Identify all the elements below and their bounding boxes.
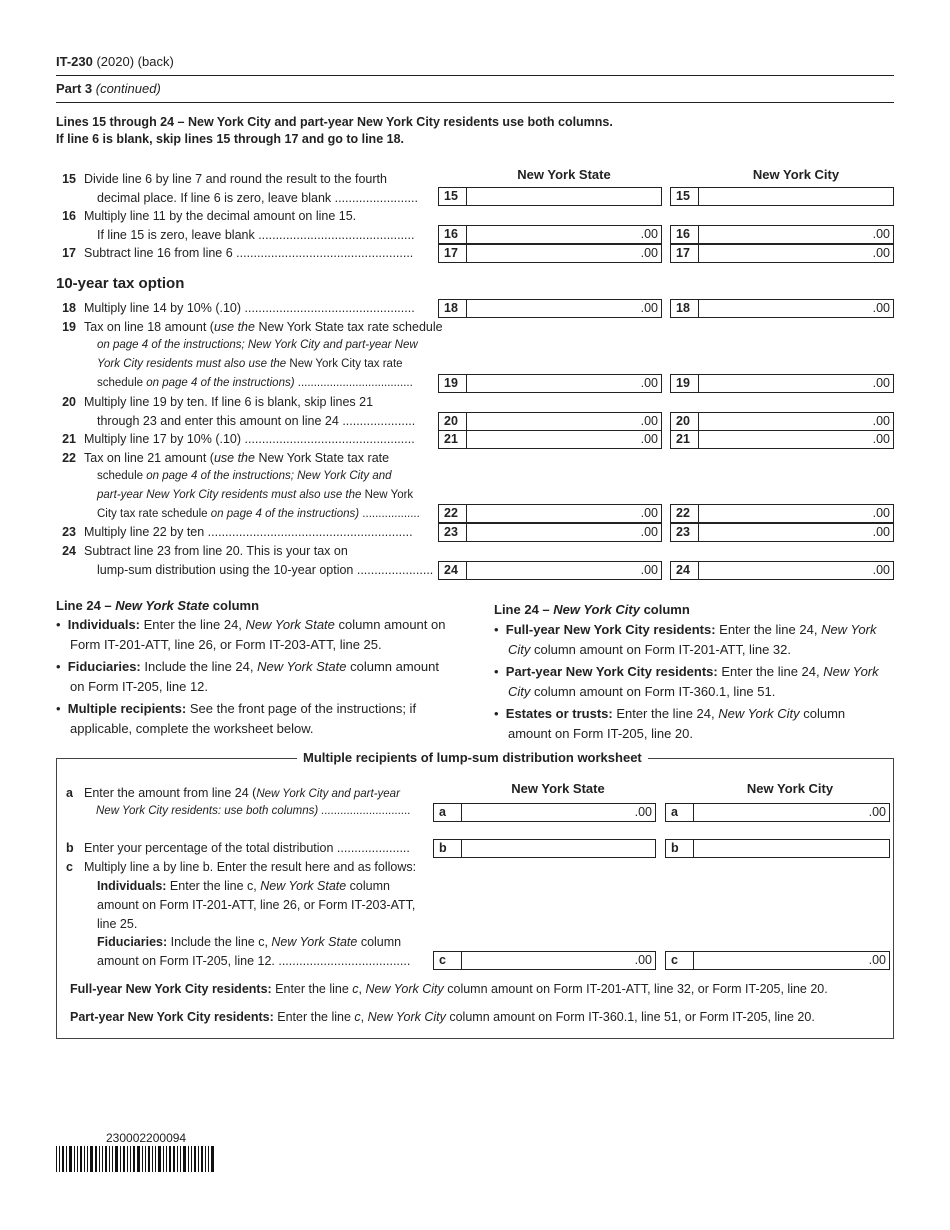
line-15-text-a: Divide line 6 by line 7 and round the result to the fourth [84,172,387,186]
part-rule [56,102,894,103]
line-15-nys-field[interactable] [438,187,662,206]
line-23-nys-label: 23 [439,524,467,541]
barcode-bar [80,1146,82,1172]
barcode-bar [74,1146,75,1172]
nys-notes-title: Line 24 – New York State column [56,598,260,613]
line-22-nyc-cents: .00 [872,506,890,520]
line-num-18: 18 [62,301,76,315]
line-16-nys-cents: .00 [640,227,658,241]
line-15-text-b: decimal place. If line 6 is zero, leave blank ........................ [97,191,418,205]
line-16-text-a: Multiply line 11 by the decimal amount on line 15. [84,209,357,223]
barcode-bar [59,1146,60,1172]
line-num-15: 15 [62,172,76,186]
line-16-nyc-field[interactable] [670,225,894,244]
line-19-nys-label: 19 [439,375,467,392]
line-19-text-a: Tax on line 18 amount (use the New York State tax rate schedule [84,320,443,334]
wk-a-nyc-label: a [666,804,694,821]
wk-line-c-text-3: amount on Form IT-201-ATT, line 26, or Form IT-203-ATT, [97,898,416,912]
nys-note-fiduciaries: • Fiduciaries: Include the line 24, New York State column amount on Form IT-205, line 12. [56,659,439,694]
barcode-bar [191,1146,192,1172]
barcode-bar [188,1146,189,1172]
barcode-bar [123,1146,125,1172]
line-21-nys-label: 21 [439,431,467,448]
intro-line-1: Lines 15 through 24 – New York City and part-year New York City residents use both columns. [56,115,613,129]
barcode-bar [152,1146,153,1172]
wk-line-c-text-2: Individuals: Enter the line c, New York State column [97,879,390,893]
line-17-nyc-cents: .00 [872,246,890,260]
wk-line-b-text: Enter your percentage of the total distribution ..................... [84,841,410,855]
line-16-nyc-cents: .00 [872,227,890,241]
barcode-bar [205,1146,206,1172]
line-24-text-a: Subtract line 23 from line 20. This is your tax on [84,544,348,558]
line-15-nys-label: 15 [439,188,467,205]
nys-note-individuals: • Individuals: Enter the line 24, New York State column amount on Form IT-201-ATT, line 26, or Form IT-203-ATT, line 25. [56,617,446,652]
wk-c-nyc-label: c [666,952,694,969]
line-24-nyc-cents: .00 [872,563,890,577]
barcode-bar [84,1146,85,1172]
wk-line-a-text-1: Enter the amount from line 24 (New York City and part-year [84,786,400,800]
line-22-text-a: Tax on line 21 amount (use the New York State tax rate [84,451,390,465]
line-num-19: 19 [62,320,76,334]
wk-line-c-text-5: Fiduciaries: Include the line c, New York State column [97,935,402,949]
line-16-nys-field[interactable] [438,225,662,244]
barcode-bar [183,1146,186,1172]
line-19-nyc-cents: .00 [872,376,890,390]
line-20-nyc-label: 20 [671,413,699,430]
barcode-bar [201,1146,203,1172]
section-title-10-year: 10-year tax option [56,275,185,292]
line-17-nyc-label: 17 [671,245,699,262]
barcode-bar [130,1146,131,1172]
line-20-text-a: Multiply line 19 by ten. If line 6 is blank, skip lines 21 [84,395,374,409]
barcode-bar [66,1146,67,1172]
line-19-nyc-field[interactable] [670,374,894,393]
barcode-bar [112,1146,113,1172]
part-heading [56,81,161,96]
line-20-nys-field[interactable] [438,412,662,431]
wk-c-nyc-field[interactable] [665,951,890,970]
line-19-text-c: York City residents must also use the New York City tax rate [97,358,403,370]
wk-col-head-nyc: New York City [746,781,834,796]
line-num-22: 22 [62,451,76,465]
part-sub: (continued) [92,81,161,96]
line-23-text: Multiply line 22 by ten ........................................................... [84,525,413,539]
wk-a-nys-cents: .00 [634,805,652,819]
line-17-nyc-field[interactable] [670,244,894,263]
line-19-nys-field[interactable] [438,374,662,393]
wk-line-c-text-6: amount on Form IT-205, line 12. ...................................... [97,954,411,968]
line-24-nyc-field[interactable] [670,561,894,580]
line-18-nyc-label: 18 [671,300,699,317]
line-20-nys-cents: .00 [640,414,658,428]
barcode-bar [69,1146,72,1172]
line-21-nys-field[interactable] [438,430,662,449]
line-18-nys-field[interactable] [438,299,662,318]
line-21-nyc-cents: .00 [872,432,890,446]
line-21-nyc-field[interactable] [670,430,894,449]
barcode-bar [127,1146,128,1172]
line-24-nys-cents: .00 [640,563,658,577]
line-17-nys-label: 17 [439,245,467,262]
line-17-nys-cents: .00 [640,246,658,260]
barcode-bar [211,1146,214,1172]
barcode-bar [87,1146,88,1172]
barcode-bar [99,1146,100,1172]
wk-a-nys-label: a [434,804,462,821]
line-num-16: 16 [62,209,76,223]
barcode-bar [62,1146,64,1172]
line-24-nys-field[interactable] [438,561,662,580]
line-15-nyc-field[interactable] [670,187,894,206]
line-16-nyc-label: 16 [671,226,699,243]
intro-line-2: If line 6 is blank, skip lines 15 through 17 and go to line 18. [56,132,404,146]
line-22-text-b: schedule on page 4 of the instructions; New York City and [97,470,392,482]
nyc-notes-title: Line 24 – New York City column [494,602,690,617]
wk-c-nys-field[interactable] [433,951,656,970]
barcode-bar [194,1146,196,1172]
line-20-nyc-cents: .00 [872,414,890,428]
line-23-nys-field[interactable] [438,523,662,542]
line-22-text-d: City tax rate schedule on page 4 of the instructions) .................. [97,508,420,520]
wk-c-nyc-cents: .00 [868,953,886,967]
line-21-nys-cents: .00 [640,432,658,446]
col-head-nys: New York State [517,167,611,182]
line-22-nyc-label: 22 [671,505,699,522]
line-18-nyc-field[interactable] [670,299,894,318]
line-19-nys-cents: .00 [640,376,658,390]
wk-line-c-letter: c [66,860,73,874]
barcode-bar [208,1146,209,1172]
line-22-text-c: part-year New York City residents must also use the New York [97,489,414,501]
line-16-text-b: If line 15 is zero, leave blank ............................................. [97,228,415,242]
wk-c-nys-label: c [434,952,462,969]
line-17-nys-field[interactable] [438,244,662,263]
line-24-text-b: lump-sum distribution using the 10-year option ...................... [97,563,434,577]
wk-full-year-note: Full-year New York City residents: Enter the line c, New York City column amount on Form IT-201-ATT, line 32, or Form IT-205, line 20. [70,982,828,996]
wk-b-nyc-label: b [666,840,694,857]
wk-a-nyc-cents: .00 [868,805,886,819]
wk-line-a-letter: a [66,786,73,800]
form-id: IT-230 [56,54,93,69]
wk-line-c-text-4: line 25. [97,917,138,931]
line-num-21: 21 [62,432,76,446]
line-18-nyc-cents: .00 [872,301,890,315]
wk-c-nys-cents: .00 [634,953,652,967]
nys-note-multiple-recipients: • Multiple recipients: See the front page of the instructions; if applicable, complete the worksheet below. [56,701,417,736]
barcode-bar [109,1146,110,1172]
form-year: (2020) (back) [92,54,174,69]
line-22-nys-cents: .00 [640,506,658,520]
line-22-nys-field[interactable] [438,504,662,523]
barcode-bar [95,1146,97,1172]
barcode-bar [102,1146,103,1172]
barcode-bar [158,1146,161,1172]
barcode-bar [142,1146,143,1172]
line-num-24: 24 [62,544,76,558]
line-15-nyc-label: 15 [671,188,699,205]
wk-col-head-nys: New York State [511,781,605,796]
barcode-bar [90,1146,93,1172]
barcode-bar [148,1146,150,1172]
header-rule [56,75,894,76]
wk-line-c-text-1: Multiply line a by line b. Enter the result here and as follows: [84,860,417,874]
line-22-nyc-field[interactable] [670,504,894,523]
barcode-bar [169,1146,171,1172]
wk-line-b-letter: b [66,841,74,855]
barcode-bar [155,1146,156,1172]
barcode-number: 230002200094 [106,1131,187,1145]
wk-b-nys-label: b [434,840,462,857]
barcode-bar [163,1146,164,1172]
line-18-text: Multiply line 14 by 10% (.10) ................................................. [84,301,415,315]
line-20-text-b: through 23 and enter this amount on line 24 ..................... [97,414,416,428]
barcode-bar [56,1146,57,1172]
line-23-nyc-label: 23 [671,524,699,541]
line-23-nyc-cents: .00 [872,525,890,539]
wk-b-nyc-field[interactable] [665,839,890,858]
line-num-20: 20 [62,395,76,409]
line-num-17: 17 [62,246,76,260]
line-19-nyc-label: 19 [671,375,699,392]
barcode-bar [145,1146,146,1172]
line-21-nyc-label: 21 [671,431,699,448]
line-18-nys-cents: .00 [640,301,658,315]
wk-part-year-note: Part-year New York City residents: Enter the line c, New York City column amount on Form IT-360.1, line 51, or Form IT-205, line 20. [70,1010,815,1024]
barcode-bar [115,1146,118,1172]
line-20-nyc-field[interactable] [670,412,894,431]
line-23-nyc-field[interactable] [670,523,894,542]
line-22-nys-label: 22 [439,505,467,522]
line-19-text-b: on page 4 of the instructions; New York City and part-year New [97,339,418,351]
nyc-note-estates: • Estates or trusts: Enter the line 24, New York City column amount on Form IT-205, line 20. [494,706,846,741]
line-16-nys-label: 16 [439,226,467,243]
worksheet-title: Multiple recipients of lump-sum distribution worksheet [297,750,648,765]
col-head-nyc: New York City [752,167,840,182]
barcode-bar [180,1146,181,1172]
wk-b-nys-field[interactable] [433,839,656,858]
part-label: Part 3 [56,81,93,96]
wk-a-nys-field[interactable] [433,803,656,822]
barcode-bar [120,1146,121,1172]
barcode-bar [173,1146,175,1172]
barcode-bar [177,1146,178,1172]
line-17-text: Subtract line 16 from line 6 ................................................... [84,246,414,260]
line-num-23: 23 [62,525,76,539]
nyc-note-part-year: • Part-year New York City residents: Enter the line 24, New York City column amount on Form IT-360.1, line 51. [494,664,879,699]
nyc-note-full-year: • Full-year New York City residents: Enter the line 24, New York City column amount on Form IT-201-ATT, line 32. [494,622,877,657]
line-20-nys-label: 20 [439,413,467,430]
barcode-bar [77,1146,78,1172]
wk-line-a-text-2: New York City residents: use both columns) ............................ [96,805,411,817]
barcode-bar [137,1146,140,1172]
line-21-text: Multiply line 17 by 10% (.10) ................................................. [84,432,415,446]
line-24-nys-label: 24 [439,562,467,579]
barcode-icon [56,1146,216,1172]
wk-a-nyc-field[interactable] [665,803,890,822]
barcode-bar [166,1146,167,1172]
line-24-nyc-label: 24 [671,562,699,579]
line-18-nys-label: 18 [439,300,467,317]
barcode-bar [198,1146,199,1172]
line-23-nys-cents: .00 [640,525,658,539]
barcode-bar [105,1146,107,1172]
barcode-bar [133,1146,135,1172]
form-header [56,54,174,69]
line-19-text-d: schedule on page 4 of the instructions) .................................... [97,377,413,389]
